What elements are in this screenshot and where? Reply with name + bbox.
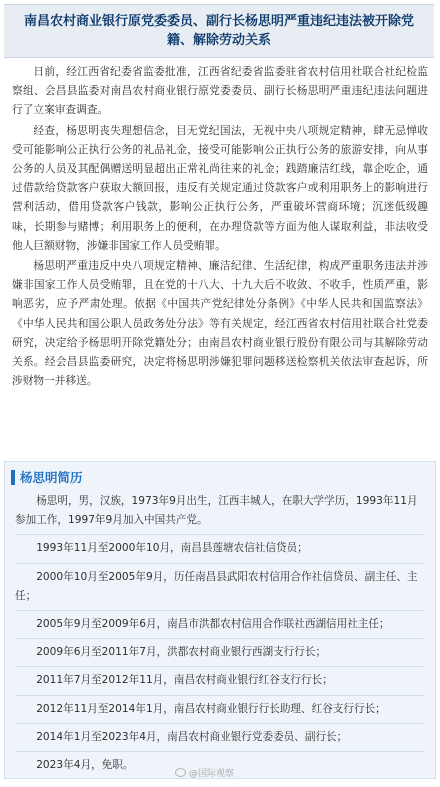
bio-panel <box>4 461 436 779</box>
bio-entry: 2023年4月，免职。 <box>36 759 134 772</box>
bio-separator <box>15 666 425 667</box>
article-title: 南昌农村商业银行原党委委员、副行长杨思明严重违纪违法被开除党籍、解除劳动关系 <box>23 14 414 48</box>
bio-separator <box>15 723 425 724</box>
bio-header <box>11 468 83 486</box>
section-divider <box>0 443 440 461</box>
bio-separator <box>15 534 425 535</box>
bio-separator <box>15 751 425 752</box>
bio-entry: 2005年9月至2009年6月，南昌市洪都农村信用合作联社西湖信用社主任； <box>36 618 390 631</box>
article-body <box>12 62 428 391</box>
bio-content <box>15 492 425 779</box>
weibo-logo-icon <box>175 768 186 777</box>
watermark-text: @国际观察 <box>189 769 235 779</box>
bio-intro: 杨思明，男，汉族，1973年9月出生，江西丰城人，在职大学学历，1993年11月参加工作，1997年9月加入中国共产党。 <box>15 495 418 527</box>
bio-entry: 2009年6月至2011年7月，洪都农村商业银行西湖支行行长； <box>36 646 327 659</box>
paragraph-1: 日前，经江西省纪委省监委批准，江西省纪委省监委驻省农村信用社联合社纪检监察组、会昌县监委对南昌农村商业银行原党委委员、副行长杨思明严重违纪违法问题进行了立案审查调查。 <box>12 65 428 117</box>
bio-entry: 2011年7月至2012年11月，南昌农村商业银行红谷支行行长； <box>36 674 333 687</box>
title-box <box>4 4 434 58</box>
watermark <box>175 766 234 779</box>
paragraph-3: 杨思明严重违反中央八项规定精神、廉洁纪律、生活纪律，构成严重职务违法并涉嫌非国家工作人员受贿罪，且在党的十八大、十九大后不收敛、不收手，性质严重，影响恶劣，应予严肃处理。依据《中国共产党纪律处分条例》《中华人民共和国监察法》《中华人民共和国公职人员政务处分法》等有关规定，经江西省农村信用社联合社党委研究，决定给予杨思明开除党籍处分；由南昌农村商业银行股份有限公司与其解除劳动关系。经会昌县监委研究，决定将杨思明涉嫌犯罪问题移送检察机关依法审查起诉，所涉财物一并移送。 <box>12 259 428 388</box>
bio-separator <box>15 563 425 564</box>
bio-entry: 2000年10月至2005年9月，历任南昌县武阳农村信用合作社信贷员、副主任、主任； <box>15 570 418 602</box>
bio-separator <box>15 638 425 639</box>
bio-separator <box>15 695 425 696</box>
bio-entry: 1993年11月至2000年10月，南昌县莲塘农信社信贷员； <box>36 542 308 555</box>
bio-heading: 杨思明简历 <box>20 470 83 485</box>
paragraph-2: 经查，杨思明丧失理想信念，目无党纪国法，无视中央八项规定精神，肆无忌惮收受可能影响公正执行公务的礼品礼金，接受可能影响公正执行公务的旅游安排，向从事公务的人员及其配偶赠送明显超出正常礼尚往来的礼金；践踏廉洁红线，靠企吃企，通过借款给贷款客户获取大额回报，违反有关规定通过贷款客户或利用职务上的影响进行营利活动，借用贷款客户钱款，影响公正执行公务，严重破坏营商环境；沉迷低级趣味，长期参与赌博；利用职务上的便利，在办理贷款等方面为他人谋取利益，非法收受他人巨额财物，涉嫌非国家工作人员受贿罪。 <box>12 123 428 252</box>
bio-entry: 2012年11月至2014年1月，南昌农村商业银行行长助理、红谷支行行长； <box>36 702 386 715</box>
bio-entry: 2014年1月至2023年4月，南昌农村商业银行党委委员、副行长； <box>36 730 348 743</box>
bio-separator <box>15 610 425 611</box>
accent-bar-icon <box>11 470 15 485</box>
